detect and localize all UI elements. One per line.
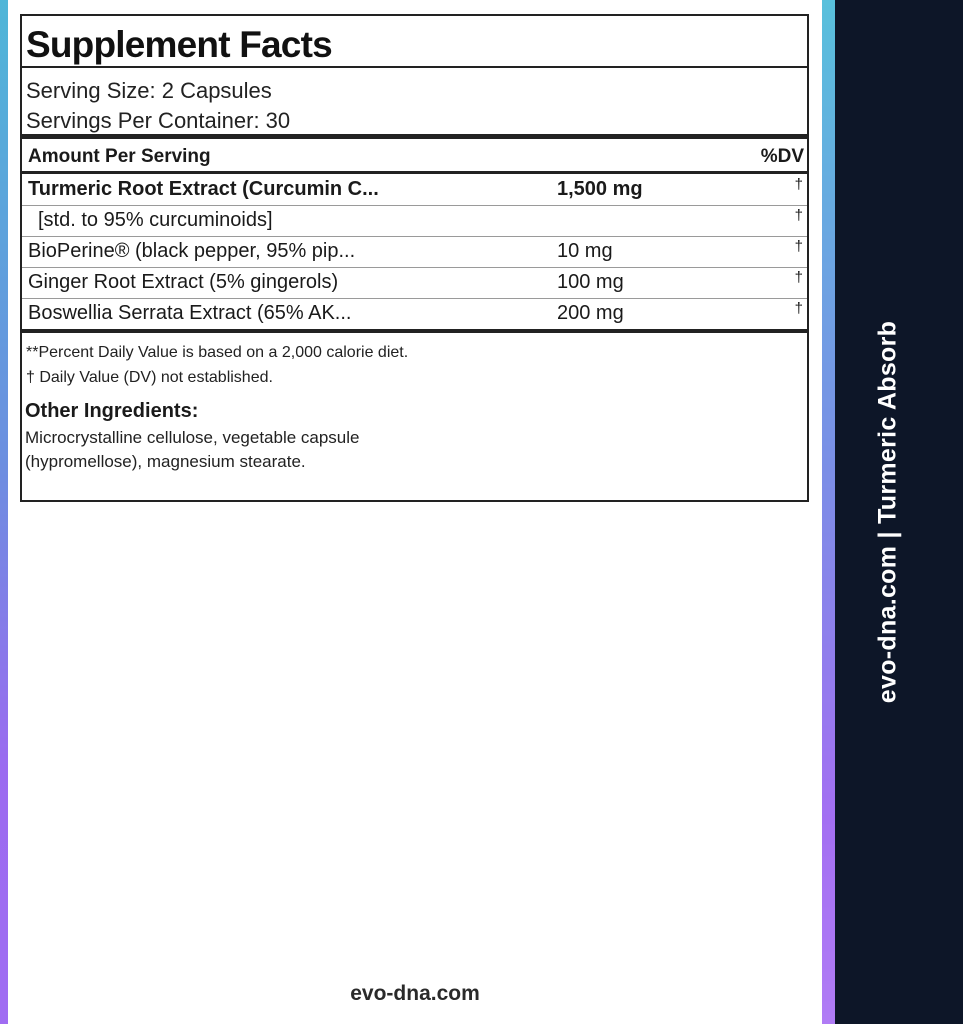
ingredient-dv: † — [794, 238, 803, 255]
other-ingredients-text: Microcrystalline cellulose, vegetable capsule (hypromellose), magnesium stearate. — [25, 428, 360, 471]
ingredient-amount: 200 mg — [557, 302, 624, 324]
ingredient-row — [22, 174, 807, 206]
ingredient-name: Boswellia Serrata Extract (65% AK... — [28, 302, 352, 324]
ingredient-name: BioPerine® (black pepper, 95% pip... — [28, 240, 356, 262]
servings-per-container: Servings Per Container: 30 — [26, 108, 291, 133]
serving-size: Serving Size: 2 Capsules — [26, 78, 272, 103]
right-gradient-edge — [822, 0, 835, 1024]
ingredient-row — [22, 205, 807, 237]
thick-divider-top — [22, 134, 807, 139]
footnote-dv-not-established: † Daily Value (DV) not established. — [26, 369, 273, 386]
ingredient-name: [std. to 95% curcuminoids] — [38, 209, 273, 231]
ingredient-amount: 10 mg — [557, 240, 613, 262]
footer-url: evo-dna.com — [350, 982, 480, 1005]
ingredient-dv: † — [794, 207, 803, 224]
ingredient-amount: 100 mg — [557, 271, 624, 293]
ingredient-row — [22, 298, 807, 329]
ingredient-name: Turmeric Root Extract (Curcumin C... — [28, 178, 379, 200]
ingredient-name: Ginger Root Extract (5% gingerols) — [28, 271, 339, 293]
amount-per-serving-header: Amount Per Serving — [28, 146, 211, 167]
left-gradient-edge — [0, 0, 8, 1024]
ingredient-dv: † — [794, 300, 803, 317]
panel-title: Supplement Facts — [26, 24, 332, 65]
ingredient-dv: † — [794, 269, 803, 286]
supplement-facts-panel — [20, 14, 809, 502]
dv-header: %DV — [760, 146, 804, 167]
ingredient-row — [22, 267, 807, 299]
ingredient-row — [22, 236, 807, 268]
footnote-percent-dv: **Percent Daily Value is based on a 2,000 calorie diet. — [26, 344, 409, 361]
thick-divider-bottom — [22, 329, 807, 333]
title-divider — [22, 66, 807, 68]
other-ingredients-label: Other Ingredients: — [25, 400, 199, 422]
ingredient-amount: 1,500 mg — [557, 178, 643, 200]
ingredient-dv: † — [794, 176, 803, 193]
side-label: evo-dna.com | Turmeric Absorb — [873, 320, 902, 704]
